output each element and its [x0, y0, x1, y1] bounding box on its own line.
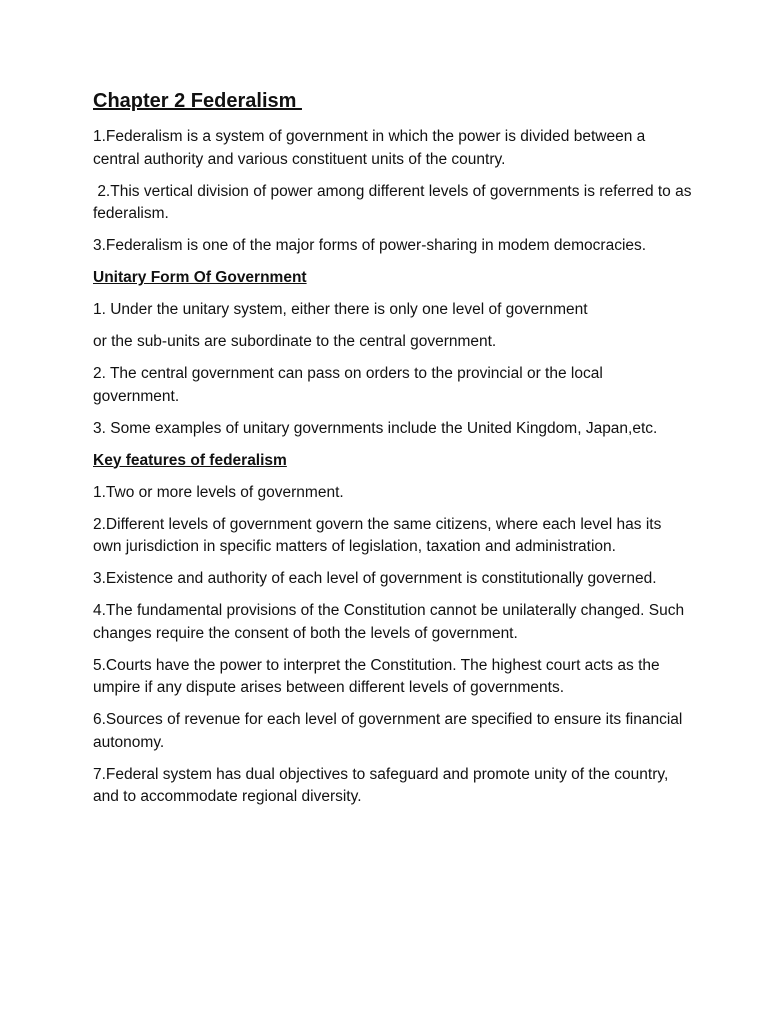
- intro-point-2: 2.This vertical division of power among different levels of governments is referred to as federalism.: [93, 182, 696, 222]
- unitary-point-1: 1. Under the unitary system, either there is only one level of government: [93, 301, 588, 318]
- unitary-heading: Unitary Form Of Government: [93, 269, 307, 286]
- unitary-point-2: 2. The central government can pass on orders to the provincial or the local government.: [93, 365, 603, 405]
- feature-point-2: 2.Different levels of government govern the same citizens, where each level has its own jurisdiction in specific matters of legislation, taxation and administration.: [93, 515, 662, 555]
- intro-point-1: 1.Federalism is a system of government in which the power is divided between a central authority and various constituent units of the country.: [93, 128, 646, 168]
- feature-point-7: 7.Federal system has dual objectives to safeguard and promote unity of the country, and to accommodate regional diversity.: [93, 765, 669, 805]
- unitary-point-1-continued: or the sub-units are subordinate to the central government.: [93, 333, 497, 350]
- unitary-point-3: 3. Some examples of unitary governments include the United Kingdom, Japan,etc.: [93, 419, 658, 437]
- document-page: [93, 88, 696, 818]
- feature-point-6: 6.Sources of revenue for each level of government are specified to ensure its financial autonomy.: [93, 711, 683, 751]
- feature-point-3: 3.Existence and authority of each level of government is constitutionally governed.: [93, 570, 657, 587]
- page-title: Chapter 2 Federalism: [93, 90, 302, 112]
- feature-point-4: 4.The fundamental provisions of the Constitution cannot be unilaterally changed. Such changes require the consent of both the levels of government.: [93, 602, 685, 642]
- features-heading: Key features of federalism: [93, 451, 287, 469]
- intro-point-3: 3.Federalism is one of the major forms of power-sharing in modem democracies.: [93, 237, 647, 254]
- feature-point-5: 5.Courts have the power to interpret the Constitution. The highest court acts as the umpire if any dispute arises between different levels of governments.: [93, 656, 660, 696]
- feature-point-1: 1.Two or more levels of government.: [93, 483, 344, 501]
